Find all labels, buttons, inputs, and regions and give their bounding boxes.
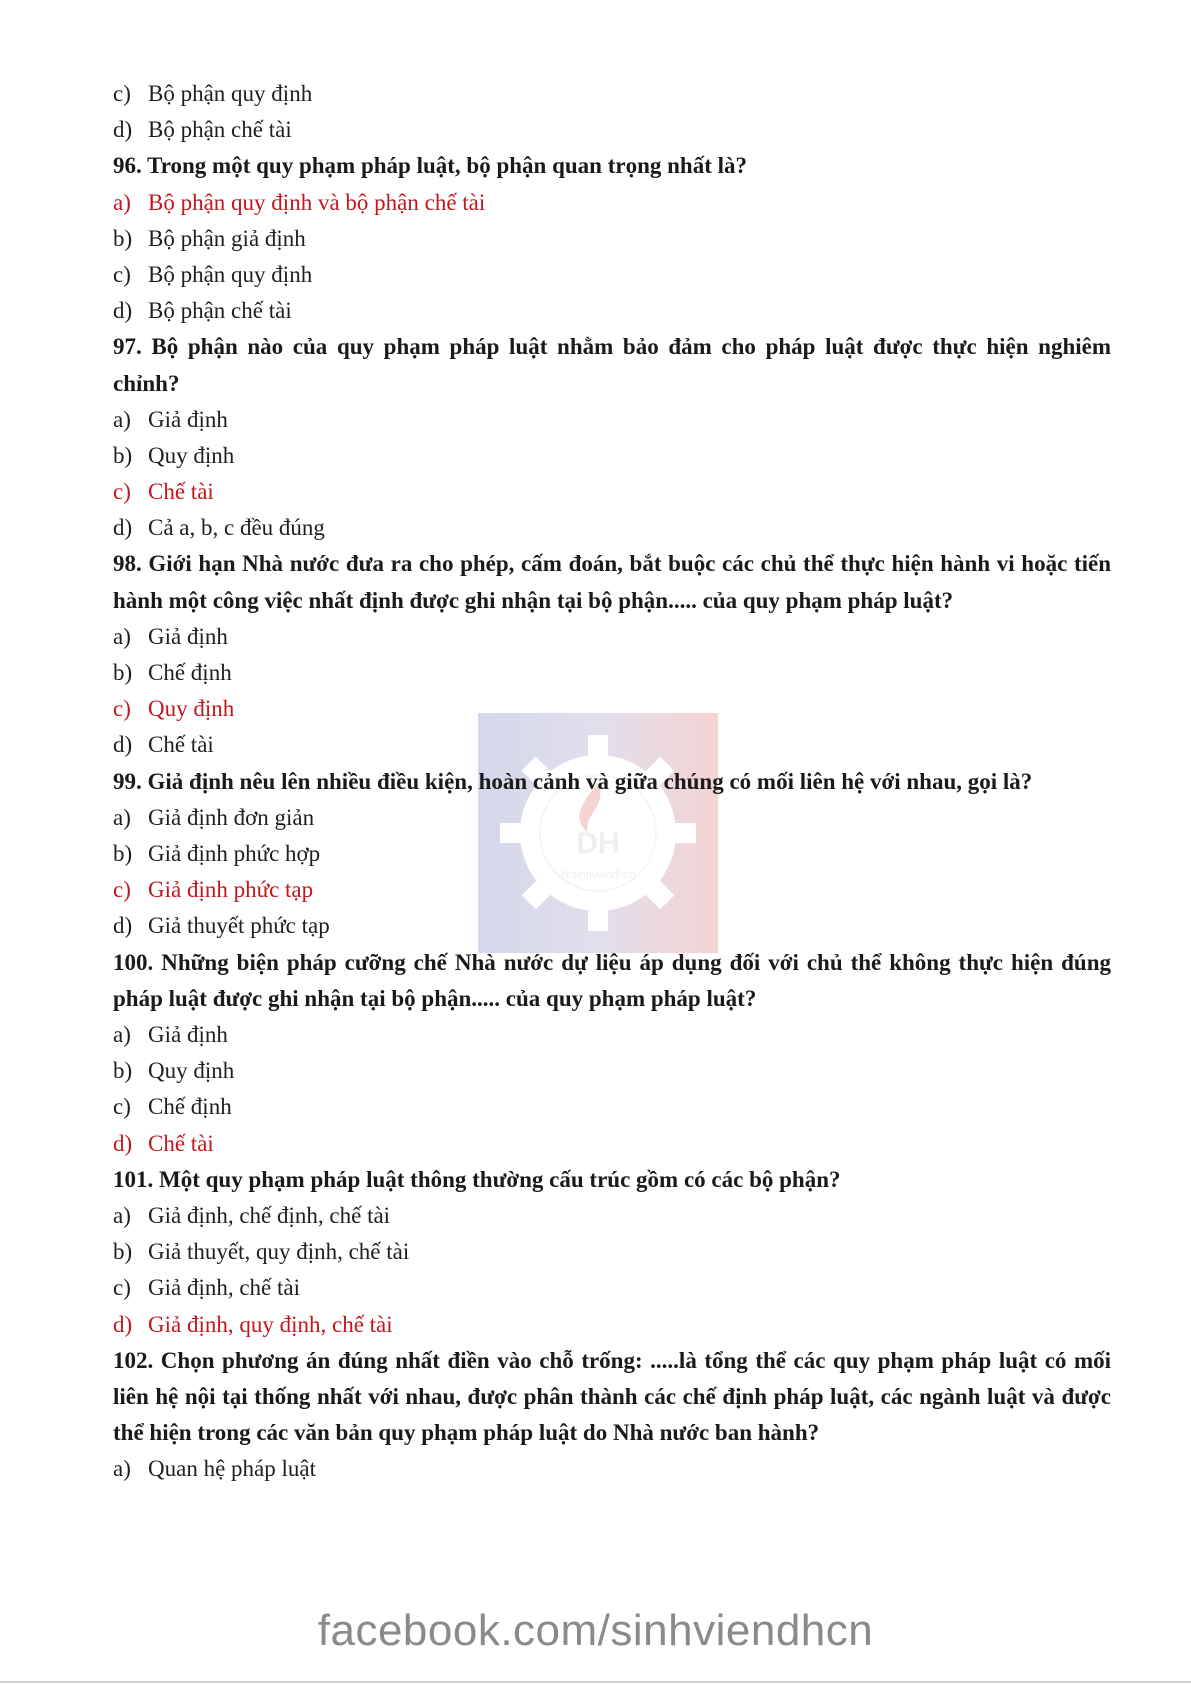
option-text: Bộ phận chế tài: [148, 298, 292, 324]
question-block: [113, 329, 1111, 546]
answer-option: [113, 1089, 1111, 1125]
option-letter: d): [113, 298, 133, 324]
option-text: Chế tài: [148, 479, 214, 505]
option-text: Quy định: [148, 442, 235, 468]
option-letter: c): [113, 81, 131, 106]
answer-option-correct: [113, 185, 1111, 221]
option-text: Quy định: [148, 696, 235, 722]
question-number: 96.: [113, 153, 142, 179]
question-body: Chọn phương án đúng nhất điền vào chỗ trống: .....là tổng thể các quy phạm pháp luật có mối liên hệ nội tại thống nhất với nhau, được phân thành các chế định pháp luật, các ngành luật và được thể hiện trong các văn bản quy phạm pháp luật do Nhà nước ban hành?: [113, 1347, 1112, 1446]
question-block: [113, 764, 1111, 945]
answer-option: [113, 1017, 1111, 1053]
option-letter: a): [113, 189, 131, 215]
question-body: Những biện pháp cưỡng chế Nhà nước dự liệu áp dụng đối với chủ thể không thực hiện đúng pháp luật được ghi nhận tại bộ phận..... của quy phạm pháp luật?: [113, 949, 1111, 1011]
answer-option-correct: [113, 1126, 1111, 1162]
answer-option-correct: [113, 1307, 1111, 1343]
option-letter: c): [113, 1094, 131, 1120]
answer-option: [113, 221, 1111, 257]
answer-option: [113, 836, 1111, 872]
option-letter: c): [113, 696, 131, 722]
question-text: [113, 546, 1111, 618]
option-letter: d): [113, 515, 133, 541]
option-text: Chế tài: [148, 732, 214, 758]
question-number: 97.: [113, 334, 142, 360]
answer-option: [113, 1053, 1111, 1089]
option-letter: a): [113, 1022, 131, 1047]
option-letter: b): [113, 225, 133, 251]
answer-option: [113, 438, 1111, 474]
answer-option: [113, 1234, 1111, 1270]
option-letter: d): [113, 913, 133, 939]
question-block: [113, 1162, 1111, 1343]
option-text: Giả định: [148, 406, 228, 432]
option-text: Giả định: [148, 623, 228, 649]
option-letter: b): [113, 660, 133, 686]
question-block: [113, 945, 1111, 1162]
continued-options: [113, 76, 1111, 148]
option-text: Giả định, quy định, chế tài: [148, 1311, 393, 1337]
question-body: Giới hạn Nhà nước đưa ra cho phép, cấm đoán, bắt buộc các chủ thể thực hiện hành vi hoặc tiến hành một công việc nhất định được ghi nhận tại bộ phận..... của quy phạm pháp luật?: [113, 551, 1111, 613]
option-letter: b): [113, 442, 133, 468]
option-text: Chế định: [148, 1094, 232, 1120]
question-text: [113, 945, 1111, 1017]
question-text: [113, 764, 1111, 800]
footer-link[interactable]: facebook.com/sinhviendhcn: [317, 1606, 874, 1655]
option-text: Bộ phận quy định: [148, 81, 313, 106]
answer-option: [113, 510, 1111, 546]
option-letter: d): [113, 1130, 133, 1156]
option-text: Bộ phận chế tài: [148, 117, 292, 143]
option-text: Giả định, chế tài: [148, 1275, 301, 1301]
answer-option: [113, 727, 1111, 763]
option-text: Bộ phận giả định: [148, 225, 306, 251]
option-text: Quan hệ pháp luật: [148, 1456, 316, 1482]
watermark-handle: @sinhviendhcn: [560, 869, 636, 881]
option-text: Bộ phận quy định: [148, 261, 313, 287]
option-text: Giả định phức hợp: [148, 841, 321, 867]
option-letter: c): [113, 261, 131, 287]
option-text: Giả định, chế định, chế tài: [148, 1202, 391, 1228]
question-text: [113, 1162, 1111, 1198]
option-letter: a): [113, 1456, 131, 1482]
question-number: 98.: [113, 551, 142, 577]
question-text: [113, 329, 1111, 401]
answer-option: [113, 402, 1111, 438]
answer-option: [113, 619, 1111, 655]
option-text: Quy định: [148, 1058, 235, 1084]
answer-option: [113, 112, 1111, 148]
option-text: Cả a, b, c đều đúng: [148, 515, 325, 541]
option-letter: d): [113, 117, 133, 143]
question-body: Một quy phạm pháp luật thông thường cấu trúc gồm có các bộ phận?: [159, 1166, 841, 1192]
question-block: [113, 1343, 1111, 1488]
answer-option: [113, 800, 1111, 836]
option-letter: d): [113, 732, 133, 758]
option-text: Chế tài: [148, 1130, 214, 1156]
answer-option: [113, 1270, 1111, 1306]
question-number: 100.: [113, 949, 154, 975]
answer-option: [113, 76, 1111, 112]
option-letter: b): [113, 1058, 133, 1084]
footer-rule: [0, 1681, 1191, 1683]
question-number: 102.: [113, 1347, 154, 1373]
option-letter: c): [113, 877, 131, 903]
question-text: [113, 1343, 1111, 1452]
option-letter: c): [113, 1275, 131, 1301]
question-body: Trong một quy phạm pháp luật, bộ phận quan trọng nhất là?: [147, 153, 748, 179]
questions-container: [113, 148, 1111, 1487]
question-body: Giả định nêu lên nhiều điều kiện, hoàn cảnh và giữa chúng có mối liên hệ với nhau, gọi là?: [147, 768, 1033, 794]
option-text: Giả định: [148, 1022, 228, 1047]
option-text: Giả thuyết phức tạp: [148, 913, 330, 939]
option-letter: b): [113, 1239, 133, 1265]
answer-option: [113, 655, 1111, 691]
answer-option-correct: [113, 691, 1111, 727]
answer-option: [113, 257, 1111, 293]
watermark-logo-letters: DH: [576, 827, 620, 860]
option-text: Giả thuyết, quy định, chế tài: [148, 1239, 410, 1265]
option-letter: a): [113, 623, 131, 649]
option-text: Bộ phận quy định và bộ phận chế tài: [148, 189, 486, 215]
question-text: [113, 148, 1111, 184]
option-text: Chế định: [148, 660, 232, 686]
question-block: [113, 148, 1111, 329]
question-body: Bộ phận nào của quy phạm pháp luật nhằm bảo đảm cho pháp luật được thực hiện nghiêm chỉnh?: [113, 334, 1111, 396]
answer-option-correct: [113, 872, 1111, 908]
question-block: [113, 546, 1111, 763]
option-letter: b): [113, 841, 133, 867]
answer-option: [113, 1451, 1111, 1487]
question-number: 99.: [113, 768, 142, 794]
option-letter: d): [113, 1311, 133, 1337]
answer-option-correct: [113, 474, 1111, 510]
option-text: Giả định phức tạp: [148, 877, 314, 903]
answer-option: [113, 1198, 1111, 1234]
option-letter: a): [113, 406, 131, 432]
option-text: Giả định đơn giản: [148, 804, 315, 830]
option-letter: a): [113, 804, 131, 830]
answer-option: [113, 908, 1111, 944]
option-letter: c): [113, 479, 131, 505]
question-list: [113, 76, 1111, 1488]
option-letter: a): [113, 1202, 131, 1228]
question-number: 101.: [113, 1166, 154, 1192]
answer-option: [113, 293, 1111, 329]
